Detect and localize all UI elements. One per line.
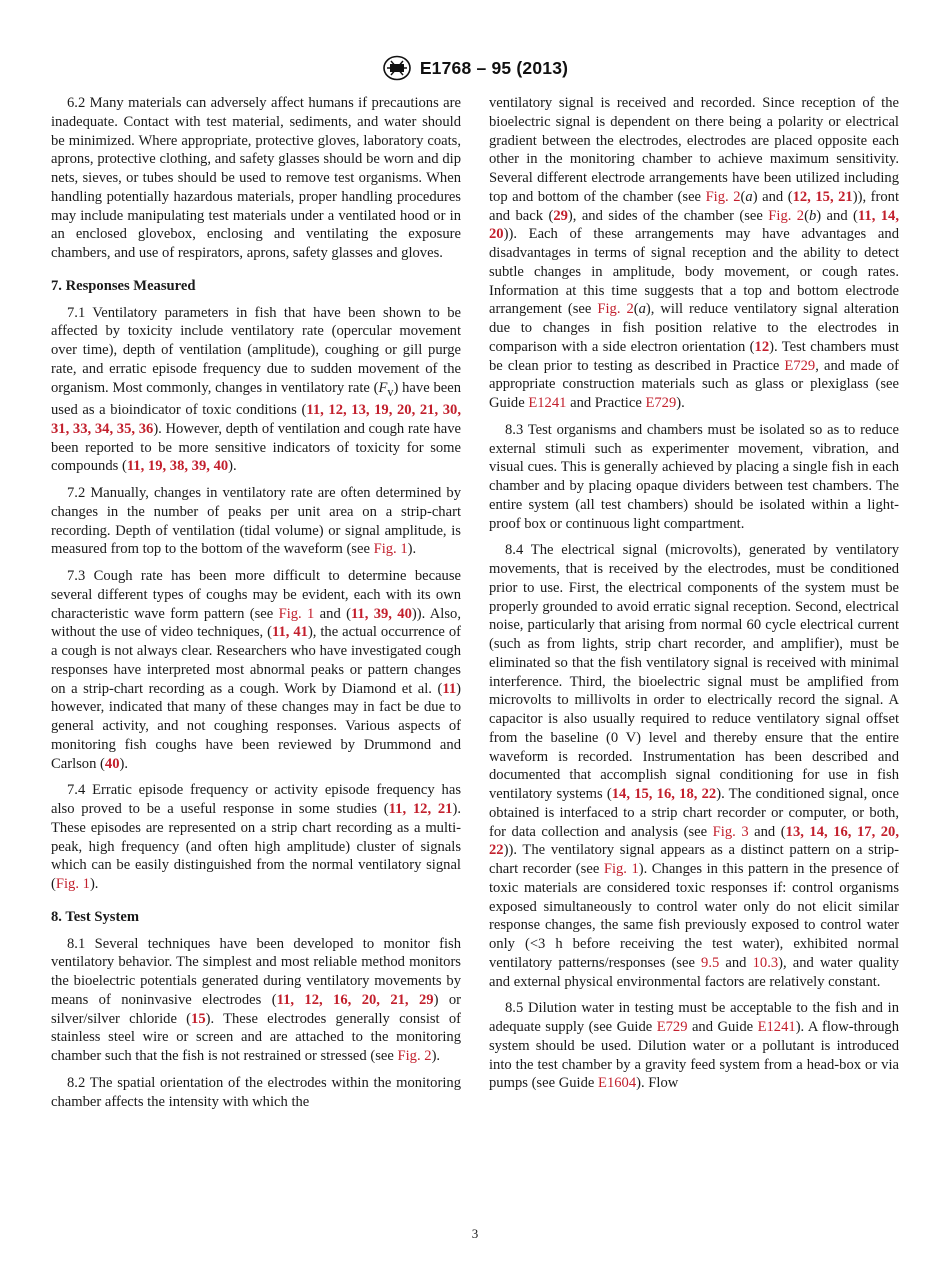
astm-logo-icon [382, 55, 412, 81]
figure-link[interactable]: Fig. 1 [55, 876, 90, 893]
section-heading-7: 7. Responses Measured [51, 277, 196, 294]
standard-link[interactable]: E1604 [598, 1075, 637, 1092]
paragraph-8-2-continued: ventilatory signal is received and recorded. Since reception of the bioelectric signal is dependent on there being a polarity or electrical gradient between the electrodes, electrodes are placed opposite each other in the monitoring chamber to achieve maximum sensitivity. Several different electrode arrangements have been utilized including top and bottom of the chamber (see Fig. 2(a) and (12, 15, 21)), front and back (29), and sides of the chamber (see Fig. 2(b) and (11, 14, 20)). Each of these arrangements may have advantages and disadvantages in terms of signal reception and the ability to detect subtle changes in amplitude, body movement, or cough rates. Information at this time suggests that a top and bottom electrode arrangement (see Fig. 2(a), will reduce ventilatory signal alteration due to changes in fish position relative to the electrodes in comparison with a side electron orientation (12). Test chambers must be clean prior to testing as described in Practice E729, and made of appropriate construction materials such as glass or plexiglass (see Guide E1241 and Practice E729). [489, 95, 900, 411]
reference-link[interactable]: 29 [553, 207, 568, 224]
paragraph-8-5: 8.5 Dilution water in testing must be acceptable to the fish and in adequate supply (see Guide E729 and Guide E1241). A flow-through system should be used. Dilution water or a pollutant is introduced into the test chamber by a gravity feed system from a head-box or via pumps (see Guide E1604). Flow [489, 1000, 900, 1092]
page-number: 3 [471, 1226, 479, 1241]
figure-link[interactable]: Fig. 2 [597, 301, 634, 318]
paragraph-8-2: 8.2 The spatial orientation of the electrodes within the monitoring chamber affects the intensity with which the [51, 1074, 461, 1110]
paragraph-8-3: 8.3 Test organisms and chambers must be isolated so as to reduce external stimuli such as experimenter movement, vibration, and visual cues. This is generally achieved by placing a single fish in each chamber and by placing opaque dividers between test chambers. The entire system (all test chambers) should be isolated within a light-proof box or continuous light compartment. [489, 421, 899, 532]
paragraph-7-4: 7.4 Erratic episode frequency or activity episode frequency has also proved to be a useful response in some studies (11, 12, 21). These episodes are represented on a strip chart recording as a multi-peak, high frequency (and often high amplitude) cluster of signals which can be easily distinguished from the normal ventilatory signal (Fig. 1). [51, 782, 461, 893]
section-link[interactable]: 9.5 [701, 954, 720, 971]
paragraph-7-1: 7.1 Ventilatory parameters in fish that have been shown to be affected by toxicity include ventilatory rate (opercular movement over time), depth of ventilation (amplitude), coughing or gill purge rate, and erratic episode frequency due to sudden movement of the organism. Most commonly, changes in ventilatory rate $(F_v)$ have been used as a bioindicator of toxic conditions (11, 12, 13, 19, 20, 21, 30, 31, 33, 34, 35, 36). However, depth of ventilation and cough rate have been reported to be more sensitive indicators of toxicity for some compounds (11, 19, 38, 39, 40). [51, 304, 462, 475]
reference-list[interactable]: 11, 14, 20 [489, 207, 899, 243]
figure-link[interactable]: Fig. 2 [768, 207, 805, 224]
reference-link[interactable]: 11 [442, 680, 457, 697]
standard-link[interactable]: E729 [656, 1019, 688, 1035]
paragraph-7-2: 7.2 Manually, changes in ventilatory rate are often determined by changes in the number of peaks per unit area on a strip-chart recording. Depth of ventilation (tidal volume) or signal amplitude, is measured from top to the bottom of the waveform (see Fig. 1). [51, 485, 461, 558]
reference-link[interactable]: 40 [104, 755, 120, 772]
right-column [489, 94, 899, 1101]
reference-list[interactable]: 11, 12, 13, 19, 20, 21, 30, 31, 33, 34, 35, 36 [51, 402, 462, 437]
reference-list[interactable]: 11, 41 [271, 624, 308, 641]
section-link[interactable]: 10.3 [752, 954, 779, 971]
reference-list[interactable]: 11, 12, 16, 20, 21, 29 [276, 991, 434, 1008]
page-header [0, 52, 950, 84]
reference-list[interactable]: 11, 12, 21 [388, 801, 453, 818]
section-heading-8: 8. Test System [51, 908, 139, 925]
figure-link[interactable]: Fig. 1 [373, 541, 408, 558]
reference-list[interactable]: 11, 39, 40 [350, 605, 412, 622]
paragraph-8-1: 8.1 Several techniques have been developed to monitor fish ventilatory behavior. The simplest and most reliable method monitors the bioelectric potentials generated during ventilatory movements by means of noninvasive electrodes (11, 12, 16, 20, 21, 29) or silver/silver chloride (15). These electrodes generally consist of stainless steel wire or screen and are attached to the monitoring chamber such that the fish is not restrained or stressed (see Fig. 2). [51, 935, 461, 1065]
standard-link[interactable]: E729 [645, 395, 677, 411]
left-column [51, 94, 461, 1119]
figure-link[interactable]: Fig. 2 [397, 1048, 432, 1065]
reference-list[interactable]: 12, 15, 21 [792, 188, 853, 205]
figure-link[interactable]: Fig. 3 [712, 823, 749, 840]
figure-link[interactable]: Fig. 1 [603, 861, 639, 877]
paragraph-7-3: 7.3 Cough rate has been more difficult to determine because several different types of coughs may be evident, each with its own characteristic wave form pattern (see Fig. 1 and (11, 39, 40)). Also, without the use of video techniques, (11, 41), the actual occurrence of a cough is not always clear. Researchers who have investigated cough responses have interpreted most abnormal peaks or pattern changes on a strip-chart recording as a cough. Work by Diamond et al. (11) however, indicated that many of these changes may in fact be due to general activity, and not coughing responses. Various aspects of monitoring fish coughs have been reviewed by Drummond and Carlson (40). [51, 568, 461, 772]
reference-link[interactable]: 12 [754, 338, 770, 355]
standard-link[interactable]: E1241 [757, 1019, 796, 1035]
standard-link[interactable]: E1241 [528, 395, 567, 411]
figure-link[interactable]: Fig. 2 [705, 188, 741, 205]
reference-link[interactable]: 15 [191, 1010, 206, 1027]
figure-link[interactable]: Fig. 1 [278, 605, 315, 622]
reference-list[interactable]: 14, 15, 16, 18, 22 [611, 786, 717, 802]
reference-list[interactable]: 11, 19, 38, 39, 40 [126, 458, 229, 475]
paragraph-6-2: 6.2 Many materials can adversely affect humans if precautions are inadequate. Contact with test material, sediments, and water should be minimized. Where appropriate, protective gloves, laboratory coats, aprons, protective clothing, and safety glasses should be worn and dip nets, sieves, or tubes should be used to remove test organisms. When handling potentially hazardous materials, proper handling procedures may include manipulating test materials under a ventilated hood or in an enclosed glovebox, enclosing and ventilating the exposure chambers, and use of respirators, aprons, safety glasses and gloves. [51, 95, 461, 261]
reference-list[interactable]: 13, 14, 16, 17, 20, 22 [489, 823, 899, 859]
paragraph-8-4: 8.4 The electrical signal (microvolts), generated by ventilatory movements, that is received by the electrodes, must be conditioned prior to use. First, the electrical components of the system must be properly grounded to avoid erratic signal reception. Second, electrical noise, particularly that arising from normal 60 cycle electrical current (such as from lights, strip chart recorder, and amplifier), must be eliminated so that the fish ventilatory signal is received with minimal interference. Third, the bioelectric signal must be amplified from microvolts to millivolts in order to electrically record the signal. A capacitor is also usually required to reduce ventilatory signal offset from the baseline (0 V) level and thereby ensure that the entire waveform is recorded. Instrumentation has been described and documented that accomplish signal conditioning for use in fish ventilatory systems (14, 15, 16, 18, 22). The conditioned signal, once obtained is interfaced to a strip chart recorder or computer, or both, for data collection and analysis (see Fig. 3 and (13, 14, 16, 17, 20, 22)). The ventilatory signal appears as a distinct pattern on a strip-chart recorder (see Fig. 1). Changes in this pattern in the presence of toxic materials are considered toxic responses if: control organisms exposed simultaneously to control water only do not elicit similar response changes, the same fish previously exposed to control water only (<3 h before receiving the test water), exhibited normal ventilatory patterns/responses (see 9.5 and 10.3), and water quality and external physical environmental factors are relatively constant. [489, 542, 900, 990]
standard-link[interactable]: E729 [784, 357, 816, 374]
document-code: E1768 – 95 (2013) [419, 57, 569, 78]
